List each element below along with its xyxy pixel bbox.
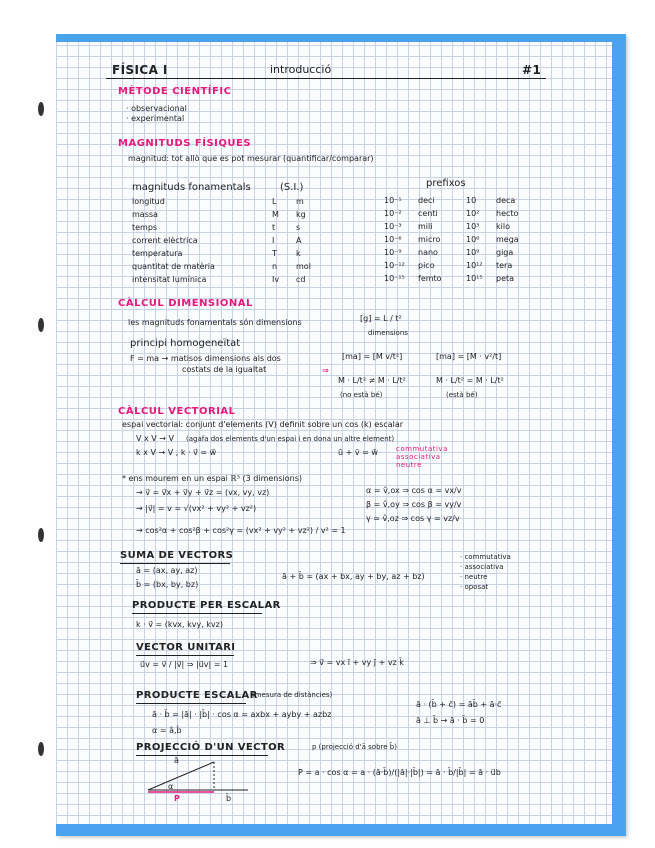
prefix-power: 10¹⁵: [466, 274, 483, 283]
projeccio-note: p (projecció d'ā sobre b̄): [312, 743, 397, 751]
projection-formula: P = a · cos α = a · (ā·b̄)/(|ā|·|b̄|) = ā · b̄/|b̄| = ā · u⃗b: [298, 768, 501, 777]
prefix-power: 10⁻¹²: [384, 261, 405, 270]
prop-neutre: neutre: [396, 461, 422, 469]
angle-beta: β = v̂,oy ⇒ cos β = vy/v: [366, 500, 462, 509]
prefix-power: 10⁶: [466, 235, 480, 244]
compare-note: (no està bé): [340, 391, 383, 399]
compare-2: M · L/t² = M · L/t²: [436, 376, 504, 385]
prefix-name: pico: [418, 261, 435, 270]
mag-unit: mol: [296, 262, 311, 271]
prefix-name: hecto: [496, 209, 519, 218]
prefix-power: 10⁻¹: [384, 196, 402, 205]
scalar-product: k · v⃗ = (kvx, kvy, kvz): [136, 620, 223, 629]
prefix-power: 10⁻¹⁵: [384, 274, 405, 283]
section-title-escalar: PRODUCTE ESCALAR: [136, 690, 258, 701]
sum-eq: ū + v̄ = w̄: [338, 448, 378, 457]
binder-hole: [38, 102, 44, 116]
mag-name: massa: [132, 210, 158, 219]
prefix-name: peta: [496, 274, 515, 283]
page-number: #1: [522, 63, 542, 77]
r3-note: * ens mourem en un espai ℝ³ (3 dimensions): [122, 474, 302, 483]
mag-name: temperatura: [132, 249, 183, 258]
dot-product: ā · b̄ = |ā| · |b̄| · cos α = axbx + ayby + azbz: [152, 710, 332, 719]
underline: [136, 703, 246, 704]
escalar-note: (mesura de distàncies): [252, 691, 333, 699]
mag-name: temps: [132, 223, 158, 232]
prefix-power: 10⁹: [466, 248, 480, 257]
dimensional-text: les magnituds fonamentals són dimensions: [128, 318, 302, 327]
vxv-note: (agafa dos elements d'un espai i en dona un altre element): [186, 435, 395, 443]
mag-sym: Iv: [272, 275, 280, 284]
mag-name: corrent elèctrica: [132, 236, 198, 245]
prefix-power: 10³: [466, 222, 480, 231]
prefix-power: 10: [466, 196, 477, 205]
director-cosines: → cos²α + cos²β + cos²γ = (vx² + vy² + vz²) / v² = 1: [136, 526, 346, 535]
ma-eq-1: [ma] = [M v/t²]: [342, 352, 403, 361]
header-underline: [106, 78, 546, 79]
sum-components: ā + b̄ = (ax + bx, ay + by, az + bz): [282, 572, 425, 581]
underline: [132, 613, 262, 614]
prefix-name: giga: [496, 248, 514, 257]
prefix-name: centi: [418, 209, 438, 218]
dot-prop: ā · (b̄ + c̄) = āb̄ + ā·c̄: [416, 700, 502, 709]
prefix-header: prefixos: [426, 178, 466, 189]
mag-unit: k: [296, 249, 301, 258]
mag-sym: I: [272, 236, 275, 245]
fund-header: magnituds fonamentals: [132, 182, 251, 193]
prefix-power: 10⁻³: [384, 222, 402, 231]
binder-hole: [38, 318, 44, 332]
fma-text: costats de la igualtat: [182, 365, 267, 374]
principi-homogeneitat: principi homogeneïtat: [130, 338, 241, 349]
prefix-name: kilo: [496, 222, 510, 231]
prefix-power: 10⁻⁹: [384, 248, 402, 257]
unit-decomp: ⇒ v⃗ = vx ī + vy j̄ + vz k̄: [310, 658, 404, 667]
dot-prop: ā ⊥ b̄ → ā · b̄ = 0: [416, 716, 485, 725]
mag-sym: M: [272, 210, 279, 219]
underline: [120, 563, 230, 564]
prefix-name: deci: [418, 196, 435, 205]
vectorial-definition: espai vectorial: conjunt d'elements (V) definit sobre un cos (k) escalar: [122, 420, 404, 429]
dot-angle: α = â,b̂: [152, 726, 182, 735]
fma-text: F = ma → matisos dimensions als dos: [130, 354, 281, 363]
sum-prop: · associativa: [460, 563, 504, 571]
prefix-name: femto: [418, 274, 442, 283]
sum-prop: · oposat: [460, 583, 489, 591]
section-title-projeccio: PROJECCIÓ D'UN VECTOR: [136, 742, 286, 753]
section-title-suma: SUMA DE VECTORS: [120, 550, 234, 561]
prefix-power: 10²: [466, 209, 480, 218]
compare-note: (està bé): [446, 391, 478, 399]
section-title-producte: PRODUCTE PER ESCALAR: [132, 600, 281, 611]
underline: [136, 655, 234, 656]
prefix-name: mili: [418, 222, 433, 231]
ma-eq-2: [ma] = [M · v²/t]: [436, 352, 502, 361]
prefix-power: 10⁻²: [384, 209, 402, 218]
section-title-dimensional: CÀLCUL DIMENSIONAL: [118, 298, 253, 309]
mag-sym: n: [272, 262, 278, 271]
lbl-a: ā: [174, 756, 179, 765]
section-title-magnituds: MAGNITUDS FÍSIQUES: [118, 138, 252, 149]
vector-b: b̄ = (bx, by, bz): [136, 580, 199, 589]
sum-prop: · neutre: [460, 573, 488, 581]
mag-unit: cd: [296, 275, 306, 284]
notebook-page: [56, 34, 626, 836]
prefix-power: 10¹²: [466, 261, 483, 270]
lbl-p: P: [174, 794, 181, 803]
lbl-alpha: α: [168, 782, 174, 791]
prop-commutativa: commutativa: [396, 445, 448, 453]
prefix-name: micro: [418, 235, 441, 244]
mag-name: longitud: [132, 197, 165, 206]
mag-unit: s: [296, 223, 301, 232]
section-title-metode: MÈTODE CIENTÍFIC: [118, 86, 232, 97]
prefix-name: nano: [418, 248, 438, 257]
kxv: k x V → V , k · v⃗ = w⃗: [136, 448, 217, 457]
mag-unit: m: [296, 197, 304, 206]
arrow-icon: ⇒: [322, 366, 330, 375]
angle-alpha: α = v̂,ox ⇒ cos α = vx/v: [366, 486, 462, 495]
sum-prop: · commutativa: [460, 553, 511, 561]
dimension-note: dimensions: [368, 329, 408, 337]
unit-vector: u⃗v = v⃗ / |v⃗| ⇒ |u⃗v| = 1: [140, 660, 229, 669]
si-header: (S.I.): [280, 182, 304, 193]
mag-unit: kg: [296, 210, 306, 219]
angle-gamma: γ = v̂,oz ⇒ cos γ = vz/v: [366, 514, 460, 523]
mag-sym: T: [272, 249, 277, 258]
section-title-unitari: VECTOR UNITARI: [136, 642, 236, 653]
vector-modulus: → |v⃗| = v = √(vx² + vy² + vz²): [136, 504, 257, 513]
dimension-equation: [g] = L / t²: [360, 314, 402, 323]
mag-sym: L: [272, 197, 277, 206]
mag-name: intensitat lumínica: [132, 275, 207, 284]
prefix-name: deca: [496, 196, 516, 205]
metode-item: · observacional: [126, 104, 187, 113]
binder-hole: [38, 742, 44, 756]
compare-1: M · L/t² ≠ M · L/t²: [338, 376, 406, 385]
vector-components: → v⃗ = v⃗x + v⃗y + v⃗z = (vx, vy, vz): [136, 488, 270, 497]
prefix-power: 10⁻⁶: [384, 235, 402, 244]
prefix-name: tera: [496, 261, 513, 270]
page-title: FÍSICA I: [112, 63, 168, 77]
metode-item: · experimental: [126, 114, 185, 123]
magnitud-definition: magnitud: tot allò que es pot mesurar (quantificar/comparar): [128, 154, 374, 163]
lbl-b: b̄: [226, 794, 232, 803]
mag-unit: A: [296, 236, 302, 245]
mag-sym: t: [272, 223, 276, 232]
mag-name: quantitat de matèria: [132, 262, 215, 271]
prop-associativa: associativa: [396, 453, 441, 461]
projection-diagram: [144, 756, 254, 802]
section-title-vectorial: CÀLCUL VECTORIAL: [118, 406, 236, 417]
prefix-name: mega: [496, 235, 519, 244]
vector-a: ā = (ax, ay, az): [136, 566, 198, 575]
vxv: V x V → V: [136, 434, 175, 443]
page-topic: introducció: [270, 63, 332, 76]
binder-hole: [38, 528, 44, 542]
